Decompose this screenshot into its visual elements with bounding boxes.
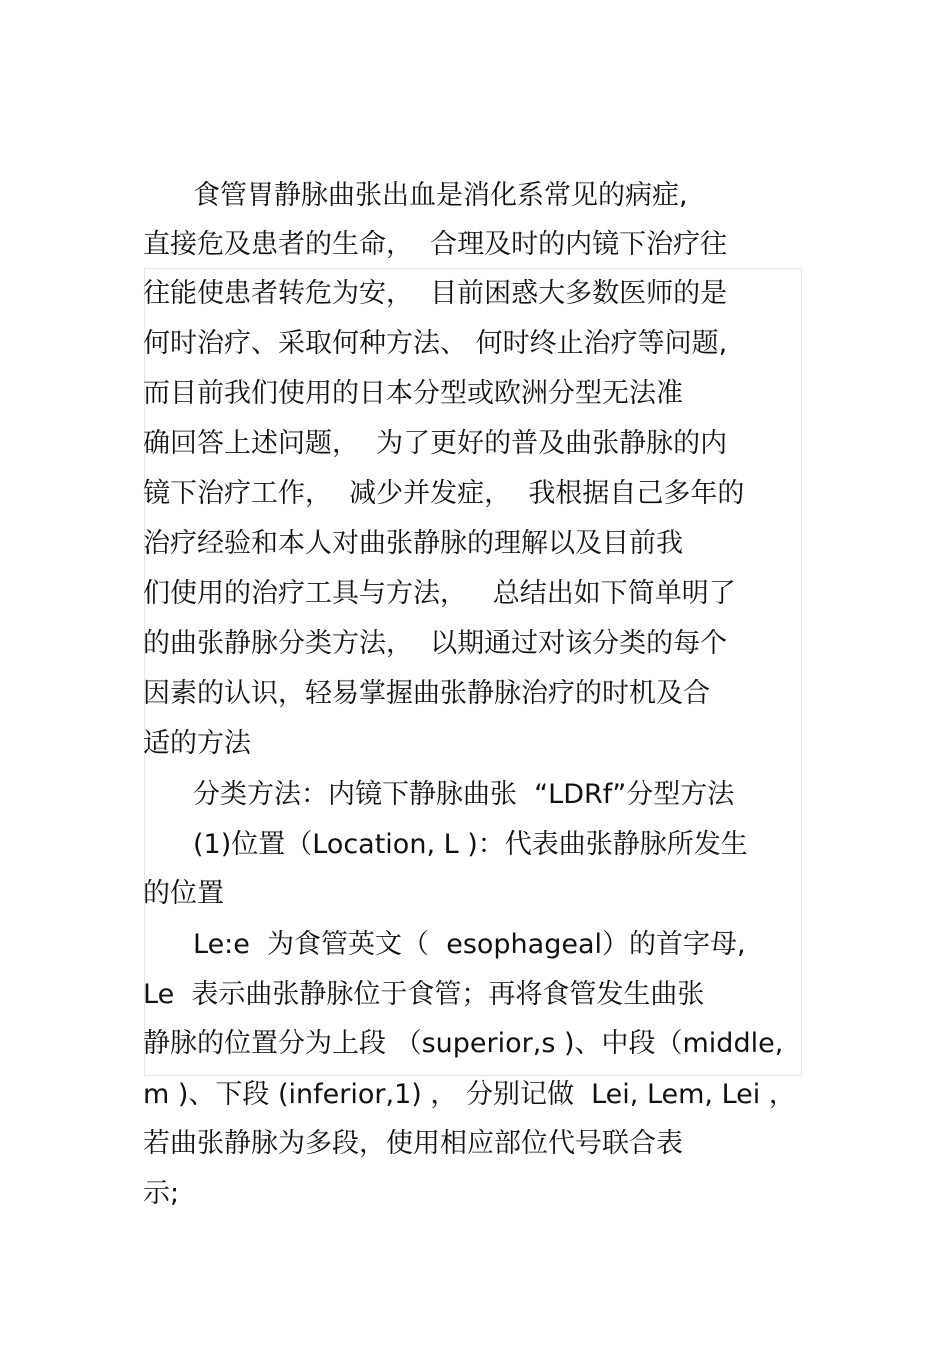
paragraph-line: 治疗经验和本人对曲张静脉的理解以及目前我	[143, 528, 683, 559]
esophagus-line: m )、下段 (inferior,1) ， 分别记做 Lei, Lem, Lei ，	[143, 1079, 796, 1110]
paragraph-line: 们使用的治疗工具与方法， 总结出如下简单明了	[143, 578, 736, 609]
location-item-line: 的位置	[143, 878, 224, 909]
esophagus-line: 示;	[143, 1178, 180, 1209]
esophagus-line: 静脉的位置分为上段 （superior,s )、中段（middle,	[143, 1028, 784, 1059]
esophagus-line: Le:e 为食管英文（ esophageal）的首字母,	[193, 929, 746, 960]
paragraph-line: 而目前我们使用的日本分型或欧洲分型无法准	[143, 378, 683, 409]
esophagus-line: 若曲张静脉为多段，使用相应部位代号联合表	[143, 1128, 683, 1159]
classification-heading: 分类方法：内镜下静脉曲张 “LDRf”分型方法	[193, 779, 735, 810]
paragraph-line: 直接危及患者的生命， 合理及时的内镜下治疗往	[143, 229, 728, 260]
paragraph-line: 适的方法	[143, 728, 251, 759]
paragraph-line: 食管胃静脉曲张出血是消化系常见的病症,	[193, 180, 688, 211]
paragraph-line: 何时治疗、采取何种方法、 何时终止治疗等问题,	[143, 328, 728, 359]
paragraph-line: 因素的认识，轻易掌握曲张静脉治疗的时机及合	[143, 678, 710, 709]
location-item-line: (1)位置（Location, L )：代表曲张静脉所发生	[193, 829, 748, 860]
paragraph-line: 往能使患者转危为安， 目前困惑大多数医师的是	[143, 278, 728, 309]
paragraph-line: 确回答上述问题， 为了更好的普及曲张静脉的内	[143, 428, 728, 459]
paragraph-line: 的曲张静脉分类方法， 以期通过对该分类的每个	[143, 628, 728, 659]
esophagus-line: Le 表示曲张静脉位于食管；再将食管发生曲张	[143, 979, 705, 1010]
paragraph-line: 镜下治疗工作， 减少并发症， 我根据自己多年的	[143, 478, 745, 509]
